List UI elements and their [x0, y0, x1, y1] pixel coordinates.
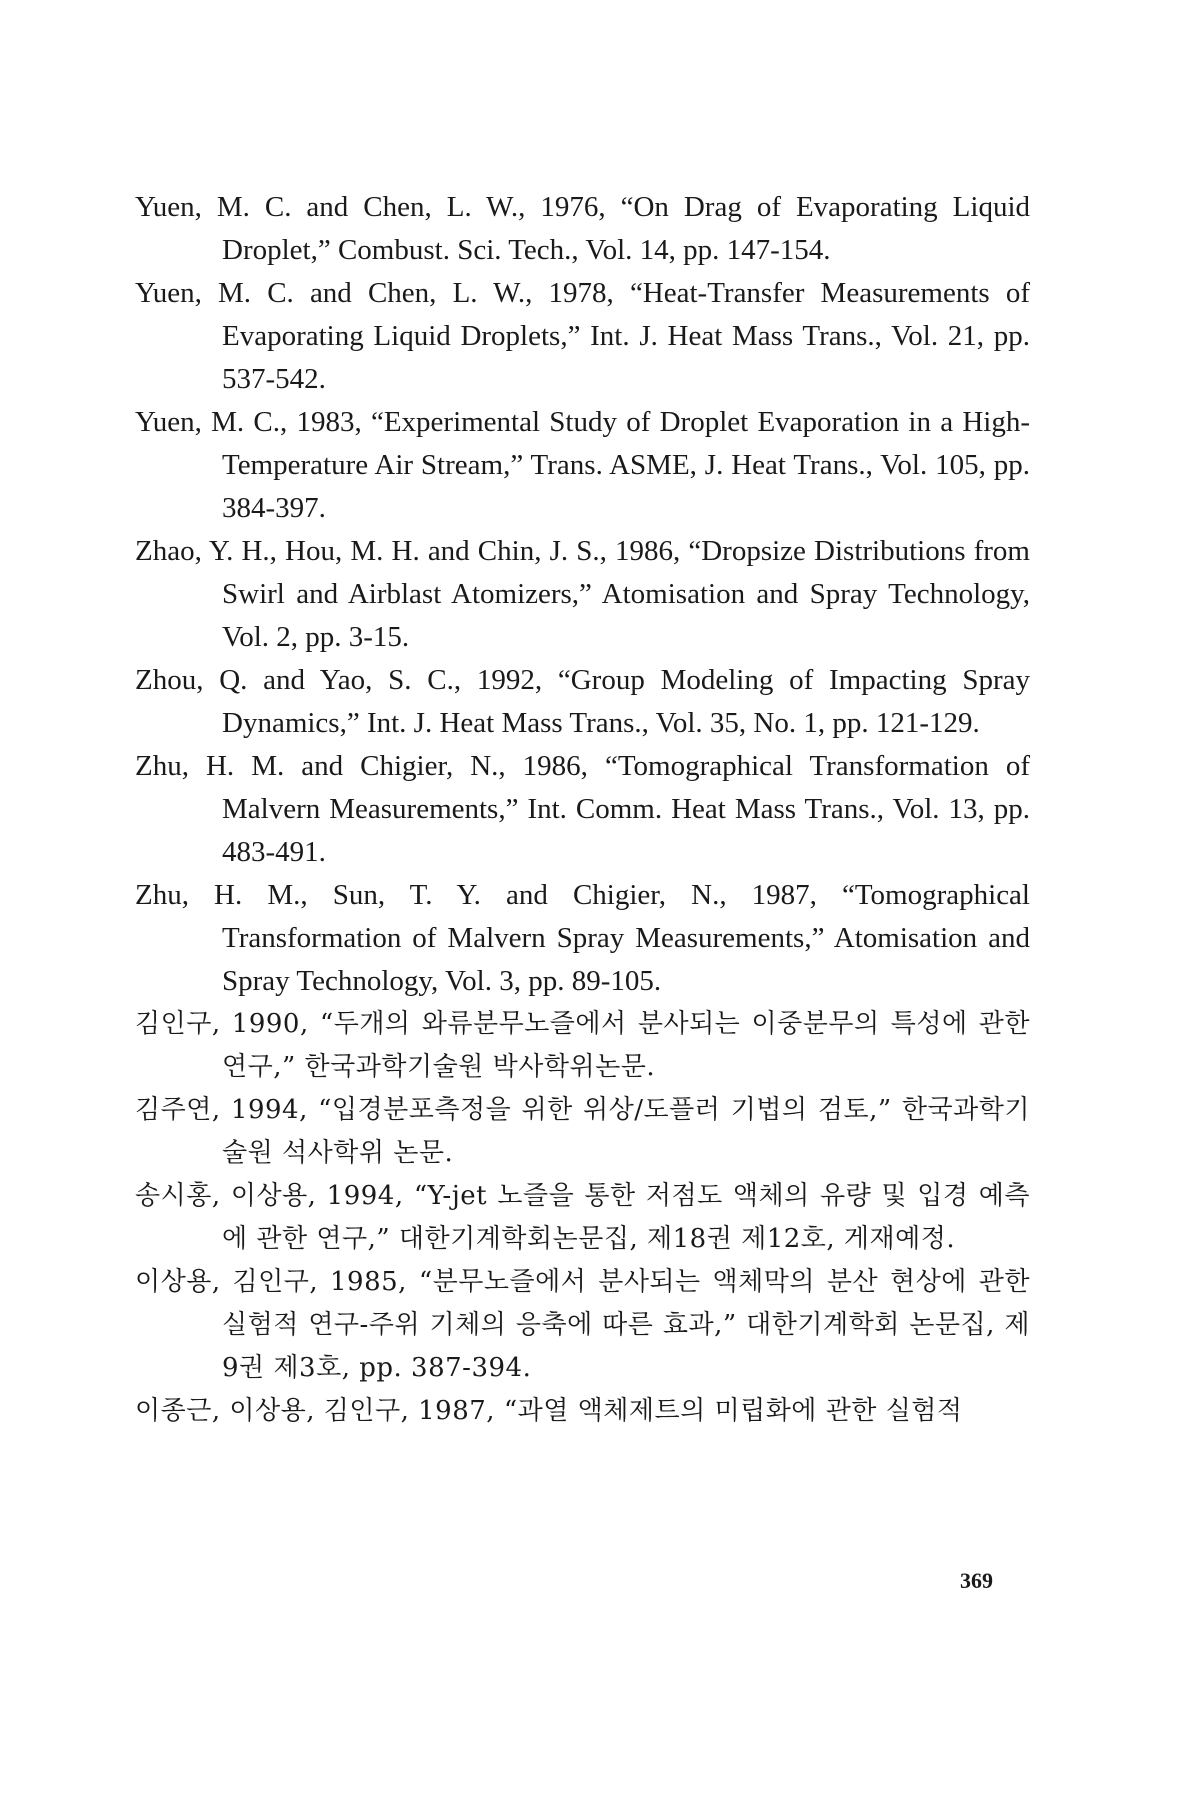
- reference-entry: Zhou, Q. and Yao, S. C., 1992, “Group Modeling of Impacting Spray Dynamics,” Int. J. Heat Mass Trans., Vol. 35, No. 1, pp. 121-129.: [135, 664, 1030, 739]
- reference-entry: Zhao, Y. H., Hou, M. H. and Chin, J. S., 1986, “Dropsize Distributions from Swirl and Airblast Atomizers,” Atomisation and Spray Technology, Vol. 2, pp. 3-15.: [135, 535, 1030, 653]
- reference-entry: Yuen, M. C., 1983, “Experimental Study of Droplet Evaporation in a High-Temperature Air Stream,” Trans. ASME, J. Heat Trans., Vol. 105, pp. 384-397.: [135, 406, 1030, 524]
- reference-entry: 송시홍, 이상용, 1994, “Y-jet 노즐을 통한 저점도 액체의 유량 및 입경 예측에 관한 연구,” 대한기계학회논문집, 제18권 제12호, 게재예정.: [135, 1181, 1030, 1254]
- reference-entry: 이종근, 이상용, 김인구, 1987, “과열 액체제트의 미립화에 관한 실험적: [135, 1396, 963, 1426]
- reference-entry: 김주연, 1994, “입경분포측정을 위한 위상/도플러 기법의 검토,” 한국과학기술원 석사학위 논문.: [135, 1095, 1030, 1168]
- reference-entry: 이상용, 김인구, 1985, “분무노즐에서 분사되는 액체막의 분산 현상에 관한 실험적 연구-주위 기체의 응축에 따른 효과,” 대한기계학회 논문집, 제9권 제3호, pp. 387-394.: [135, 1267, 1030, 1383]
- reference-entry: 김인구, 1990, “두개의 와류분무노즐에서 분사되는 이중분무의 특성에 관한 연구,” 한국과학기술원 박사학위논문.: [135, 1009, 1030, 1082]
- reference-entry: Zhu, H. M. and Chigier, N., 1986, “Tomographical Transformation of Malvern Measurements,” Int. Comm. Heat Mass Trans., Vol. 13, pp. 483-491.: [135, 750, 1030, 868]
- reference-entry: Yuen, M. C. and Chen, L. W., 1978, “Heat-Transfer Measurements of Evaporating Liquid Droplets,” Int. J. Heat Mass Trans., Vol. 21, pp. 537-542.: [135, 277, 1030, 395]
- reference-entry: Yuen, M. C. and Chen, L. W., 1976, “On Drag of Evaporating Liquid Droplet,” Combust. Sci. Tech., Vol. 14, pp. 147-154.: [135, 191, 1030, 266]
- reference-entry: Zhu, H. M., Sun, T. Y. and Chigier, N., 1987, “Tomographical Transformation of Malvern Spray Measurements,” Atomisation and Spray Technology, Vol. 3, pp. 89-105.: [135, 879, 1030, 997]
- reference-list: [135, 186, 1030, 1433]
- page-number: 369: [960, 1568, 993, 1593]
